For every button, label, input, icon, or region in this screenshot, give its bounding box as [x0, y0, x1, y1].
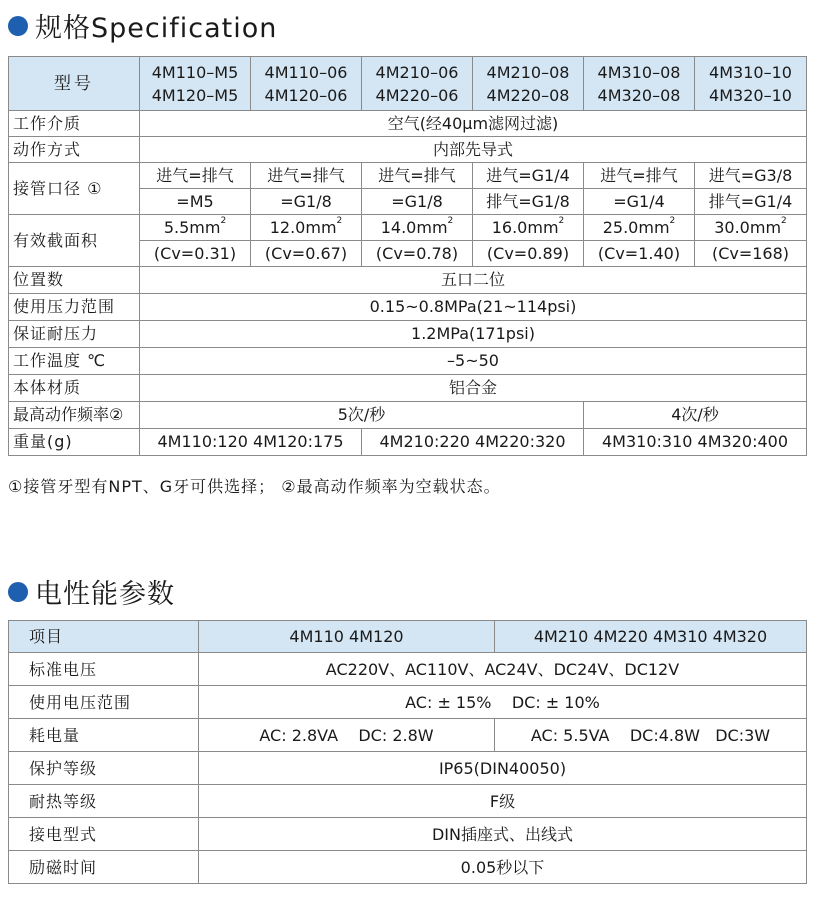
bullet-dot-icon	[8, 16, 28, 36]
model-col-1: 4M110–M5 4M120–M5	[140, 57, 251, 111]
electrical-row-protection: 保护等级 IP65(DIN40050)	[9, 752, 807, 785]
spec-row-proof-pressure: 保证耐压力 1.2MPa(171psi)	[9, 321, 807, 348]
spec-row-pressure-range: 使用压力范围 0.15~0.8MPa(21~114psi)	[9, 294, 807, 321]
model-col-3: 4M210–06 4M220–06	[362, 57, 473, 111]
spec-row-weight: 重量(g) 4M110:120 4M120:175 4M210:220 4M220:320 4M310:310 4M320:400	[9, 429, 807, 456]
electrical-row-voltage: 标准电压 AC220V、AC110V、AC24V、DC24V、DC12V	[9, 653, 807, 686]
spec-row-area: 有效截面积 $5.5mm^2$ $12.0mm^2$ $14.0mm^2$ $16.0mm^2$ $25.0mm^2$ $30.0mm^2$	[9, 215, 807, 241]
electrical-table	[8, 620, 807, 884]
spec-row-actuation: 动作方式 内部先导式	[9, 137, 807, 163]
spec-row-medium: 工作介质 空气(经40μm滤网过滤)	[9, 111, 807, 137]
electrical-row-power: 耗电量 AC: 2.8VA DC: 2.8W AC: 5.5VA DC:4.8W DC:3W	[9, 719, 807, 752]
electrical-header-row: 项目 4M110 4M120 4M210 4M220 4M310 4M320	[9, 621, 807, 653]
spec-row-temperature: 工作温度 ℃ –5~50	[9, 348, 807, 375]
model-col-6: 4M310–10 4M320–10	[695, 57, 807, 111]
spec-header-row	[9, 57, 807, 111]
spec-row-positions: 位置数 五口二位	[9, 267, 807, 294]
electrical-title: 电性能参数	[35, 579, 175, 610]
spec-title: 规格Specification	[35, 13, 278, 44]
spec-row-frequency: 最高动作频率② 5次/秒 4次/秒	[9, 402, 807, 429]
spec-footnote: ①接管牙型有NPT、G牙可供选择； ②最高动作频率为空载状态。	[8, 477, 501, 496]
model-col-5: 4M310–08 4M320–08	[584, 57, 695, 111]
bullet-dot-icon	[8, 582, 28, 602]
spec-row-port-a: 接管口径 ① 进气=排气 进气=排气 进气=排气 进气=G1/4 进气=排气 进气=G3/8	[9, 163, 807, 189]
model-col-2: 4M110–06 4M120–06	[251, 57, 362, 111]
electrical-row-excitation: 励磁时间 0.05秒以下	[9, 851, 807, 884]
model-col-4: 4M210–08 4M220–08	[473, 57, 584, 111]
spec-row-cv: (Cv=0.31) (Cv=0.67) (Cv=0.78) (Cv=0.89) (Cv=1.40) (Cv=168)	[9, 241, 807, 267]
electrical-row-heat-class: 耐热等级 F级	[9, 785, 807, 818]
model-label: 型号	[9, 57, 140, 111]
spec-row-port-b: =M5 =G1/8 =G1/8 排气=G1/8 =G1/4 排气=G1/4	[9, 189, 807, 215]
electrical-row-connection: 接电型式 DIN插座式、出线式	[9, 818, 807, 851]
electrical-row-voltage-range: 使用电压范围 AC: ± 15% DC: ± 10%	[9, 686, 807, 719]
electrical-section-title	[8, 572, 175, 611]
spec-table	[8, 56, 807, 456]
spec-section-title	[8, 6, 277, 45]
spec-row-material: 本体材质 铝合金	[9, 375, 807, 402]
